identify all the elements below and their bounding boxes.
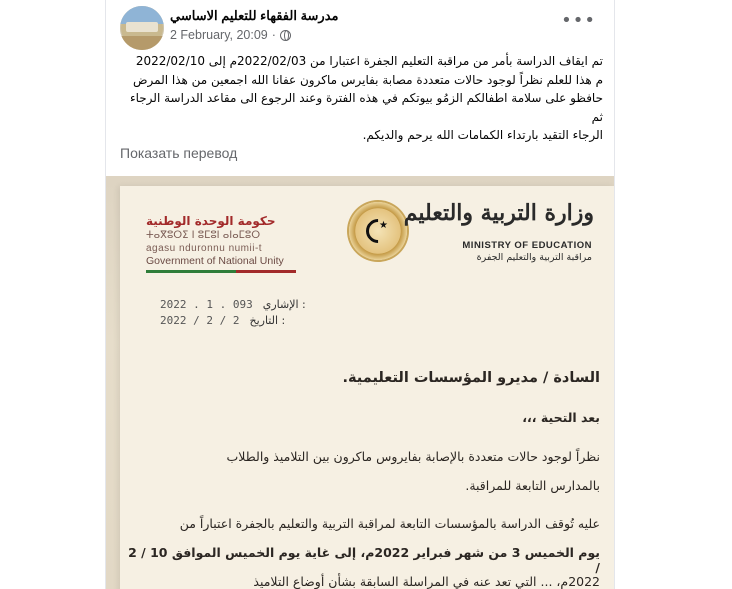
letter-line: بالمدارس التابعة للمراقبة. xyxy=(465,478,600,493)
post-photo[interactable] xyxy=(106,176,614,589)
date-label: التاريخ : xyxy=(249,314,286,327)
post-text-line: تم ايقاف الدراسة بأمر من مراقبة التعليم الجفرة اعتبارا من 2022/02/03م إلى 2022/02/10 xyxy=(135,54,603,68)
reference-number: 2022 . 1 . 093 xyxy=(160,298,253,311)
post-timestamp[interactable]: 2 February, 20:09 xyxy=(170,28,268,42)
gov-color-bar xyxy=(146,270,296,273)
facebook-post xyxy=(105,0,615,589)
letter-greeting: بعد التحية ،،، xyxy=(522,410,600,425)
date-row xyxy=(160,314,285,327)
letter-addressee: السادة / مديرو المؤسسات التعليمية. xyxy=(342,370,600,386)
post-header xyxy=(106,0,614,50)
post-text-line: م هذا للعلم نظراً لوجود حالات متعددة مصابة بفايرس ماكرون عفانا الله اجمعين من هذا المرض xyxy=(133,72,603,87)
gov-name-amazigh: agasu nduronnu numii-t xyxy=(146,243,263,254)
letter-date: 2022 / 2 / 2 xyxy=(160,314,240,327)
letter-line: نظراً لوجود حالات متعددة بالإصابة بفايروس ماكرون بين التلاميذ والطلاب xyxy=(226,449,600,464)
page-name-link[interactable]: مدرسة الفقهاء للتعليم الاساسي xyxy=(170,8,339,23)
ministry-subtitle: مراقبة التربية والتعليم الجفرة xyxy=(476,252,592,263)
more-options-button[interactable]: ••• xyxy=(561,10,596,31)
gov-name-tifinagh: ⵜⴰⴳⵓⵔⵉ ⵏ ⵓⵎⵓⵏ ⴰⵏⴰⵎⵓⵔ xyxy=(146,230,261,241)
ministry-name-arabic: وزارة التربية والتعليم xyxy=(403,200,594,226)
gov-name-arabic: حكومة الوحدة الوطنية xyxy=(146,214,276,228)
post-text xyxy=(118,52,603,145)
see-translation-link[interactable]: Показать перевод xyxy=(120,145,238,161)
meta-separator: · xyxy=(271,28,276,42)
letter-line: 2022م، ... التي تعد عنه في المراسلة السابقة بشأن أوضاع التلاميذ xyxy=(253,574,600,589)
official-letter xyxy=(120,186,614,589)
page-avatar[interactable] xyxy=(120,6,164,50)
emblem-icon: ★ xyxy=(349,202,407,260)
post-text-line: حافظو على سلامة اطفالكم الزمُو بيوتكم في هذه الفترة وعند الرجوع الى مقاعد الدراسة الرجاء ثم xyxy=(129,91,603,124)
globe-icon xyxy=(280,30,291,41)
post-text-line: الرجاء التقيد بارتداء الكمامات الله يرحم والديكم. xyxy=(362,128,603,142)
letter-line: عليه تُوقف الدراسة بالمؤسسات التابعة لمراقبة التربية والتعليم بالجفرة اعتباراً من xyxy=(179,516,600,531)
letter-line: يوم الخميس 3 من شهر فبراير 2022م، إلى غاية يوم الخميس الموافق 10 / 2 / xyxy=(128,545,600,575)
post-meta xyxy=(170,28,291,42)
gov-name-english: Government of National Unity xyxy=(146,255,284,267)
reference-label: الإشاري : xyxy=(262,298,306,311)
reference-row xyxy=(160,298,306,311)
ministry-name-english: MINISTRY OF EDUCATION xyxy=(462,240,592,251)
